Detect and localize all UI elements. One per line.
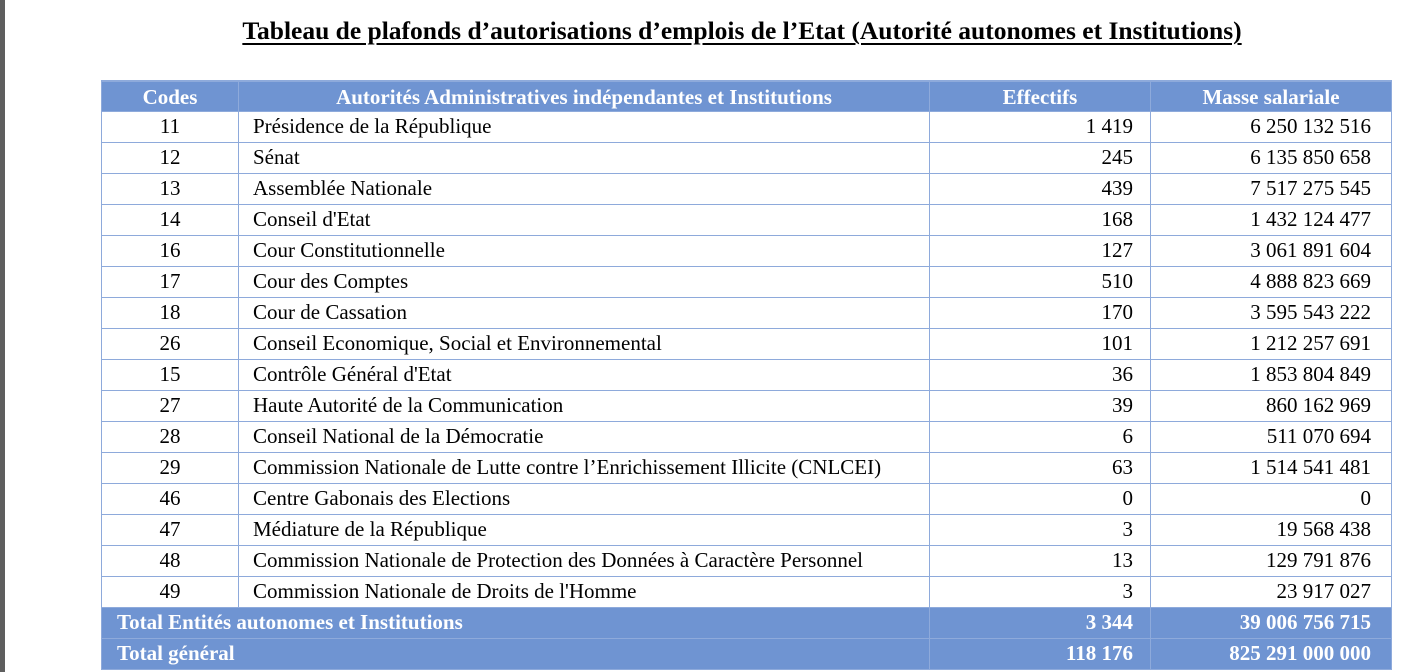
effectifs-cell: 13 [930,545,1151,576]
table-row [102,545,1392,576]
authority-name-cell: Haute Autorité de la Communication [239,390,930,421]
masse-salariale-cell: 19 568 438 [1151,514,1392,545]
authority-name-cell: Commission Nationale de Lutte contre l’Enrichissement Illicite (CNLCEI) [239,452,930,483]
authority-name-cell: Assemblée Nationale [239,173,930,204]
masse-salariale-cell: 3 595 543 222 [1151,297,1392,328]
masse-salariale-cell: 7 517 275 545 [1151,173,1392,204]
masse-salariale-cell: 129 791 876 [1151,545,1392,576]
table-header-row [102,81,1392,111]
table-row [102,111,1392,142]
authority-name-cell: Cour des Comptes [239,266,930,297]
window-left-edge [0,0,5,672]
masse-salariale-cell: 23 917 027 [1151,576,1392,607]
authority-name-cell: Cour Constitutionnelle [239,235,930,266]
header-masse-salariale: Masse salariale [1151,81,1392,111]
total-label: Total Entités autonomes et Institutions [102,607,930,638]
table-row [102,514,1392,545]
authority-name-cell: Conseil Economique, Social et Environnemental [239,328,930,359]
masse-salariale-cell: 1 212 257 691 [1151,328,1392,359]
effectifs-cell: 3 [930,576,1151,607]
effectifs-cell: 245 [930,142,1151,173]
table-body [102,111,1392,669]
table-row [102,452,1392,483]
code-cell: 17 [102,266,239,297]
effectifs-cell: 170 [930,297,1151,328]
code-cell: 46 [102,483,239,514]
table-row [102,266,1392,297]
masse-salariale-cell: 0 [1151,483,1392,514]
code-cell: 18 [102,297,239,328]
table-row [102,142,1392,173]
table-row [102,297,1392,328]
code-cell: 26 [102,328,239,359]
grand-total-masse: 825 291 000 000 [1151,638,1392,669]
effectifs-cell: 39 [930,390,1151,421]
authority-name-cell: Commission Nationale de Droits de l'Homme [239,576,930,607]
masse-salariale-cell: 1 853 804 849 [1151,359,1392,390]
code-cell: 48 [102,545,239,576]
code-cell: 28 [102,421,239,452]
effectifs-cell: 439 [930,173,1151,204]
table-row [102,390,1392,421]
masse-salariale-cell: 4 888 823 669 [1151,266,1392,297]
table-row [102,576,1392,607]
code-cell: 12 [102,142,239,173]
code-cell: 15 [102,359,239,390]
effectifs-cell: 36 [930,359,1151,390]
grand-total-label: Total général [102,638,930,669]
total-row [102,607,1392,638]
header-codes: Codes [102,81,239,111]
table-row [102,235,1392,266]
authority-name-cell: Conseil National de la Démocratie [239,421,930,452]
masse-salariale-cell: 1 514 541 481 [1151,452,1392,483]
effectifs-cell: 168 [930,204,1151,235]
effectifs-cell: 3 [930,514,1151,545]
table-row [102,421,1392,452]
authority-name-cell: Commission Nationale de Protection des Données à Caractère Personnel [239,545,930,576]
masse-salariale-cell: 1 432 124 477 [1151,204,1392,235]
effectifs-cell: 101 [930,328,1151,359]
code-cell: 11 [102,111,239,142]
employment-ceiling-table [101,80,1392,670]
grand-total-effectifs: 118 176 [930,638,1151,669]
effectifs-cell: 1 419 [930,111,1151,142]
masse-salariale-cell: 860 162 969 [1151,390,1392,421]
authority-name-cell: Sénat [239,142,930,173]
code-cell: 29 [102,452,239,483]
authority-name-cell: Conseil d'Etat [239,204,930,235]
table-row [102,483,1392,514]
code-cell: 13 [102,173,239,204]
header-effectifs: Effectifs [930,81,1151,111]
code-cell: 16 [102,235,239,266]
effectifs-cell: 127 [930,235,1151,266]
table-row [102,173,1392,204]
authority-name-cell: Contrôle Général d'Etat [239,359,930,390]
masse-salariale-cell: 511 070 694 [1151,421,1392,452]
effectifs-cell: 0 [930,483,1151,514]
effectifs-cell: 510 [930,266,1151,297]
masse-salariale-cell: 6 250 132 516 [1151,111,1392,142]
header-authorities: Autorités Administratives indépendantes et Institutions [239,81,930,111]
code-cell: 14 [102,204,239,235]
authority-name-cell: Médiature de la République [239,514,930,545]
code-cell: 47 [102,514,239,545]
masse-salariale-cell: 3 061 891 604 [1151,235,1392,266]
employment-ceiling-table-container [101,80,1391,670]
code-cell: 27 [102,390,239,421]
authority-name-cell: Présidence de la République [239,111,930,142]
table-row [102,328,1392,359]
total-masse: 39 006 756 715 [1151,607,1392,638]
effectifs-cell: 63 [930,452,1151,483]
masse-salariale-cell: 6 135 850 658 [1151,142,1392,173]
grand-total-row [102,638,1392,669]
authority-name-cell: Cour de Cassation [239,297,930,328]
document-title: Tableau de plafonds d’autorisations d’emplois de l’Etat (Autorité autonomes et Institutions) [242,16,1242,45]
table-row [102,359,1392,390]
table-row [102,204,1392,235]
effectifs-cell: 6 [930,421,1151,452]
code-cell: 49 [102,576,239,607]
authority-name-cell: Centre Gabonais des Elections [239,483,930,514]
total-effectifs: 3 344 [930,607,1151,638]
